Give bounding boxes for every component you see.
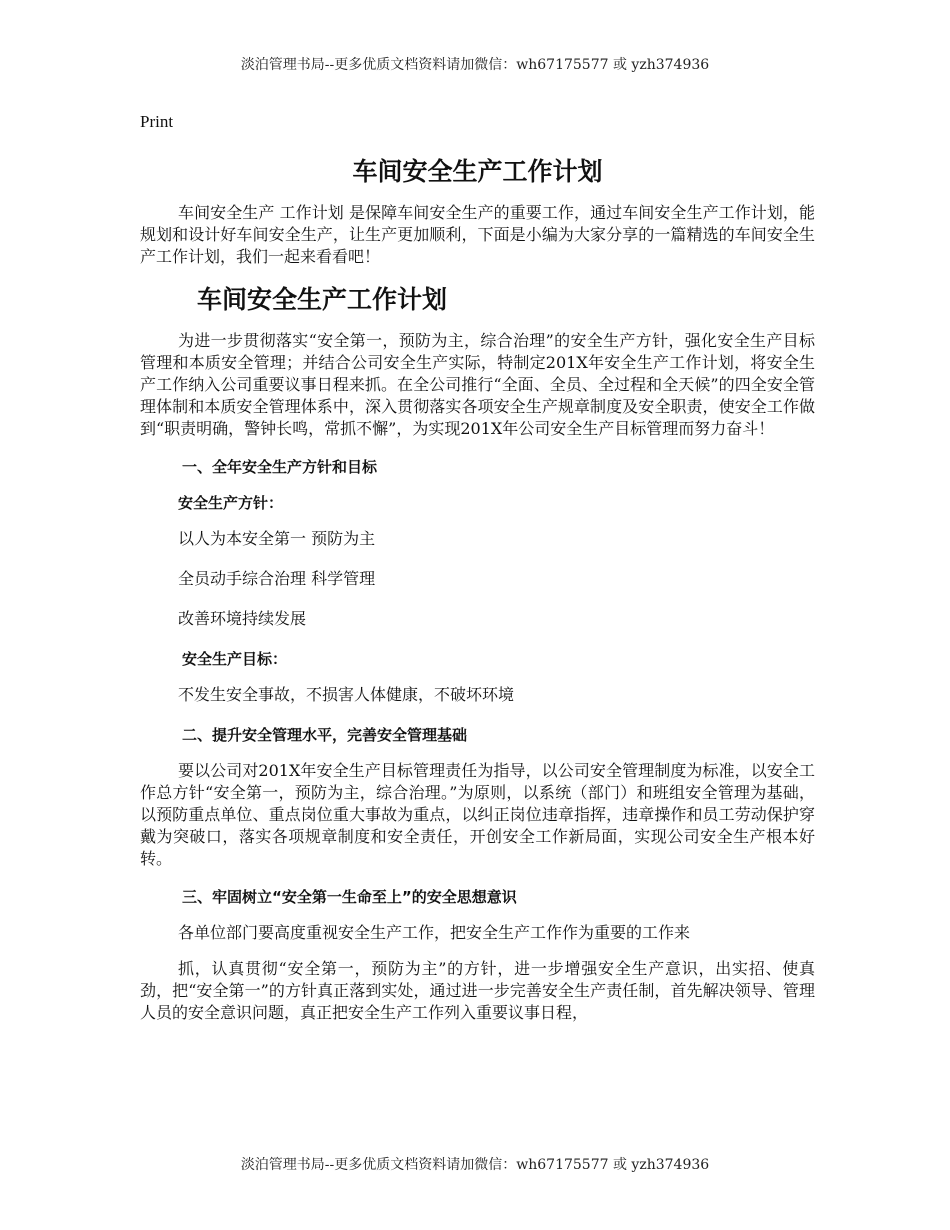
goal-line: 不发生安全事故，不损害人体健康，不破坏环境 <box>178 685 515 704</box>
policy-label: 安全生产方针： <box>178 494 284 512</box>
document-title: 车间安全生产工作计划 <box>352 157 603 186</box>
intro-paragraph: 车间安全生产 工作计划 是保障车间安全生产的重要工作，通过车间安全生产工作计划，能规划和设计好车间安全生产，让生产更加顺利，下面是小编为大家分享的一篇精选的车间安全生产工作计划，我们一起来看看吧！ <box>140 203 815 266</box>
section-3-paragraph-2: 抓，认真贯彻“安全第一，预防为主”的方针，进一步增强安全生产意识，出实招、使真劲，把“安全第一”的方针真正落到实处，通过进一步完善安全生产责任制，首先解决领导、管理人员的安全意识问题，真正把安全生产工作列入重要议事日程， <box>140 959 815 1022</box>
section-2-paragraph: 要以公司对201X年安全生产目标管理责任为指导，以公司安全管理制度为标准，以安全工作总方针“安全第一，预防为主，综合治理。”为原则，以系统（部门）和班组安全管理为基础，以预防重点单位、重点岗位重大事故为重点，以纠正岗位违章指挥，违章操作和员工劳动保护穿戴为突破口，落实各项规章制度和安全责任，开创安全工作新局面，实现公司安全生产根本好转。 <box>140 761 815 868</box>
policy-line: 以人为本安全第一 预防为主 <box>178 529 376 548</box>
print-label: Print <box>140 112 174 131</box>
section-heading-2: 二、提升安全管理水平，完善安全管理基础 <box>182 726 468 744</box>
page-header: 淡泊管理书局--更多优质文档资料请加微信：wh67175577 或 yzh374936 <box>240 57 710 73</box>
section-heading-3: 三、牢固树立“安全第一生命至上”的安全思想意识 <box>182 888 517 906</box>
policy-line: 改善环境持续发展 <box>178 609 307 628</box>
goal-label: 安全生产目标： <box>182 650 288 668</box>
policy-line: 全员动手综合治理 科学管理 <box>178 569 376 588</box>
page-footer: 淡泊管理书局--更多优质文档资料请加微信：wh67175577 或 yzh374936 <box>240 1157 710 1173</box>
document-body <box>140 112 815 1038</box>
document-subtitle: 车间安全生产工作计划 <box>197 285 448 314</box>
opening-paragraph: 为进一步贯彻落实“安全第一，预防为主，综合治理”的安全生产方针，强化安全生产目标管理和本质安全管理；并结合公司安全生产实际，特制定201X年安全生产工作计划，将安全生产工作纳入公司重要议事日程来抓。在全公司推行“全面、全员、全过程和全天候”的四全安全管理体制和本质安全管理体系中，深入贯彻落实各项安全生产规章制度及安全职责，使安全工作做到“职责明确，警钟长鸣，常抓不懈”，为实现201X年公司安全生产目标管理而努力奋斗！ <box>140 331 815 438</box>
section-3-paragraph-1: 各单位部门要高度重视安全生产工作，把安全生产工作作为重要的工作来 <box>178 923 691 942</box>
section-heading-1: 一、全年安全生产方针和目标 <box>182 458 378 476</box>
